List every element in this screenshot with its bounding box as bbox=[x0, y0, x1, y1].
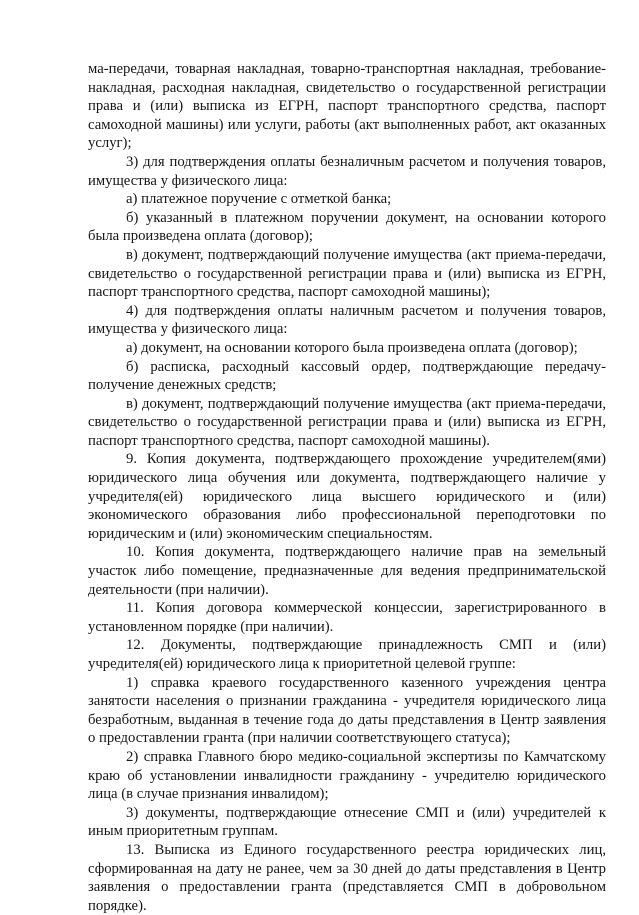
paragraph-item-3v: в) документ, подтверждающий получение имущества (акт приема-передачи, свидетельство о государственной регистрации права и (или) выписка из ЕГРН, паспорт транспортного средства, паспорт самоходной машины); bbox=[88, 246, 606, 301]
paragraph-item-4: 4) для подтверждения оплаты наличным расчетом и получения товаров, имущества у физического лица: bbox=[88, 302, 606, 338]
paragraph-continuation: ма-передачи, товарная накладная, товарно-транспортная накладная, требование-накладная, расходная накладная, свидетельство о государственной регистрации права и (или) выписка из ЕГРН, паспорт транспортного средства, паспорт самоходной машины) или услуги, работы (акт выполненных работ, акт оказанных услуг); bbox=[88, 61, 606, 152]
paragraph-section-12: 12. Документы, подтверждающие принадлежность СМП и (или) учредителя(ей) юридического лица к приоритетной целевой группе: bbox=[88, 637, 606, 672]
paragraph-section-11: 11. Копия договора коммерческой концессии, зарегистрированного в установленном порядке (при наличии). bbox=[88, 600, 606, 635]
paragraph-section-9: 9. Копия документа, подтверждающего прохождение учредителем(ями) юридического лица обучения или документа, подтверждающего наличие у учредителя(ей) юридического лица высшего юридического и (или) экономического образования либо профессиональной переподготовки по юридическим и (или) экономическим специальностям. bbox=[88, 451, 606, 542]
paragraph-item-12-3: 3) документы, подтверждающие отнесение СМП и (или) учредителей к иным приоритетным группам. bbox=[88, 804, 606, 840]
paragraph-item-4a: а) документ, на основании которого была произведена оплата (договор); bbox=[126, 339, 578, 356]
paragraph-item-3a: а) платежное поручение с отметкой банка; bbox=[126, 191, 392, 208]
paragraph-item-4v: в) документ, подтверждающий получение имущества (акт приема-передачи, свидетельство о государственной регистрации права и (или) выписка из ЕГРН, паспорт транспортного средства, паспорт самоходной машины). bbox=[88, 395, 606, 449]
paragraph-item-3: 3) для подтверждения оплаты безналичным расчетом и получения товаров, имущества у физического лица: bbox=[88, 153, 606, 189]
document-page bbox=[88, 60, 606, 915]
paragraph-section-10: 10. Копия документа, подтверждающего наличие прав на земельный участок либо помещение, предназначенные для ведения предпринимательской деятельности (при наличии). bbox=[88, 544, 606, 598]
paragraph-item-12-2: 2) справка Главного бюро медико-социальной экспертизы по Камчатскому краю об установлении инвалидности гражданину - учредителю юридического лица (в случае признания инвалидом); bbox=[88, 748, 606, 803]
paragraph-section-13: 13. Выписка из Единого государственного реестра юридических лиц, сформированная на дату не ранее, чем за 30 дней до даты представления в Центр заявления о предоставлении гранта (представляется СМП в добровольном порядке). bbox=[88, 841, 606, 914]
paragraph-item-4b: б) расписка, расходный кассовый ордер, подтверждающие передачу-получение денежных средств; bbox=[88, 358, 606, 394]
paragraph-item-12-1: 1) справка краевого государственного казенного учреждения центра занятости населения о признании гражданина - учредителя юридического лица безработным, выданная в течение года до даты представления в Центр заявления о предоставлении гранта (при наличии соответствующего статуса); bbox=[88, 674, 606, 747]
paragraph-item-3b: б) указанный в платежном поручении документ, на основании которого была произведена оплата (договор); bbox=[88, 209, 606, 245]
